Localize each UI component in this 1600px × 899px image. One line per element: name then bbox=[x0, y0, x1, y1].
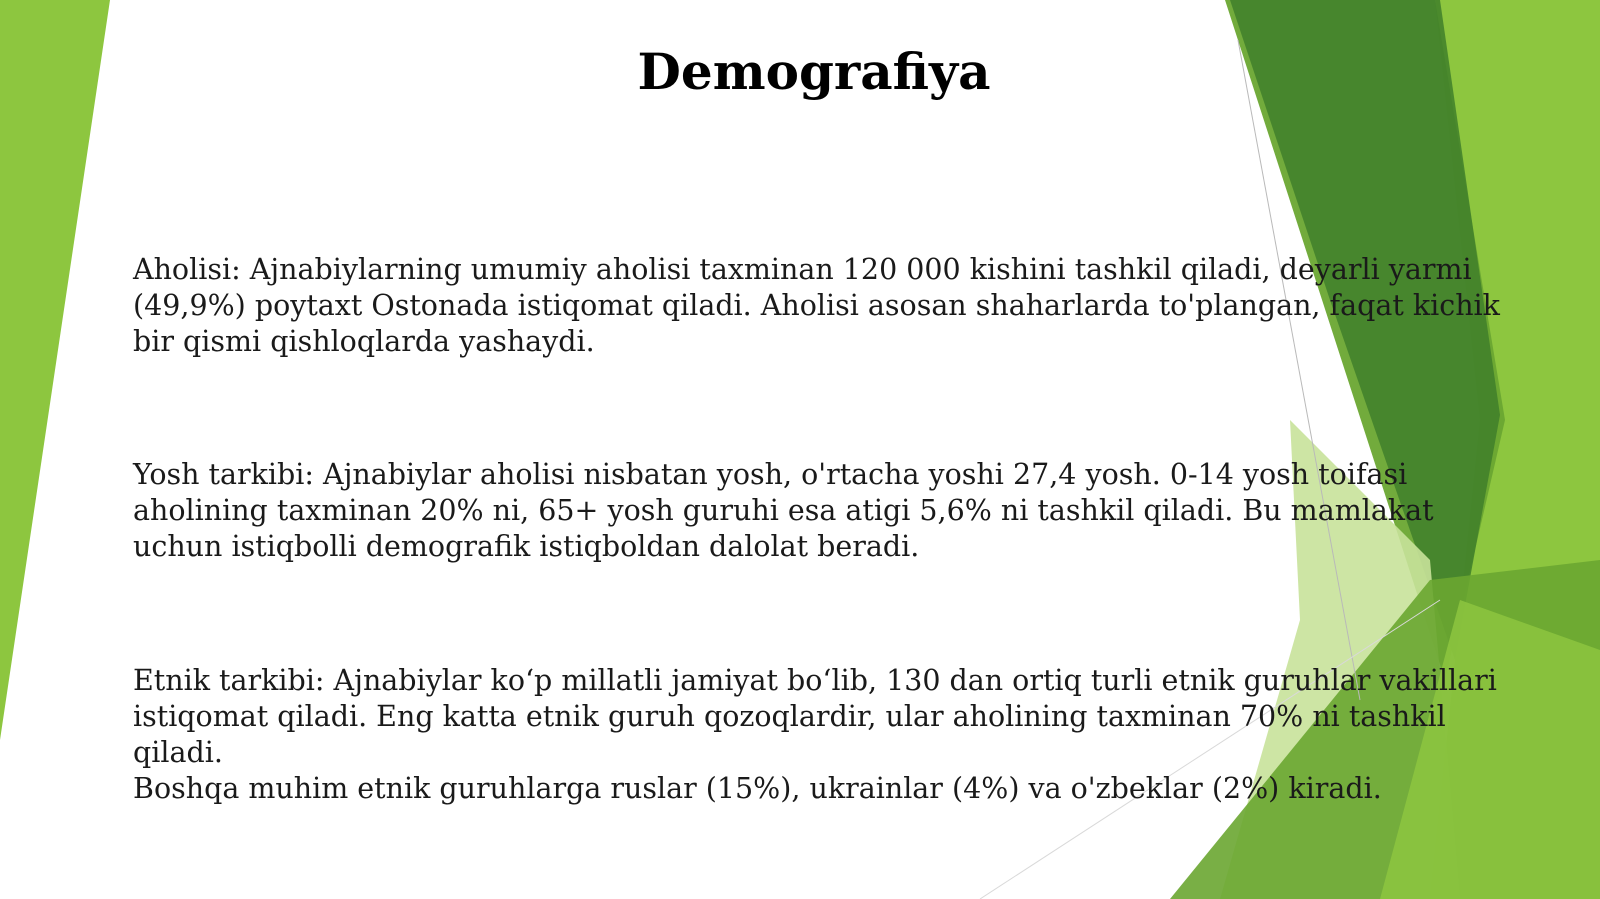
paragraph-ethnic-composition: Etnik tarkibi: Ajnabiylar ko‘p millatli jamiyat bo‘lib, 130 dan ortiq turli etnik guruhlar vakillari istiqomat qiladi. Eng katta etnik guruh qozoqlardir, ular aholining taxminan 70% ni tashkil qiladi. Boshqa muhim etnik guruhlarga ruslar (15%), ukrainlar (4%) va o'zbeklar (2%) kiradi. bbox=[133, 664, 1497, 805]
paragraph-population: Aholisi: Ajnabiylarning umumiy aholisi taxminan 120 000 kishini tashkil qiladi, deyarli yarmi (49,9%) poytaxt Ostonada istiqomat qiladi. Aholisi asosan shaharlarda to'plangan, faqat kichik bir qismi qishloqlarda yashaydi. bbox=[133, 253, 1500, 358]
paragraph-age-structure: Yosh tarkibi: Ajnabiylar aholisi nisbatan yosh, o'rtacha yoshi 27,4 yosh. 0-14 yosh toifasi aholining taxminan 20% ni, 65+ yosh guruhi esa atigi 5,6% ni tashkil qiladi. Bu mamlakat uchun istiqbolli demografik istiqboldan dalolat beradi. bbox=[133, 458, 1434, 563]
slide-title: Demografiya bbox=[637, 42, 991, 101]
left-green-wedge bbox=[0, 0, 110, 740]
